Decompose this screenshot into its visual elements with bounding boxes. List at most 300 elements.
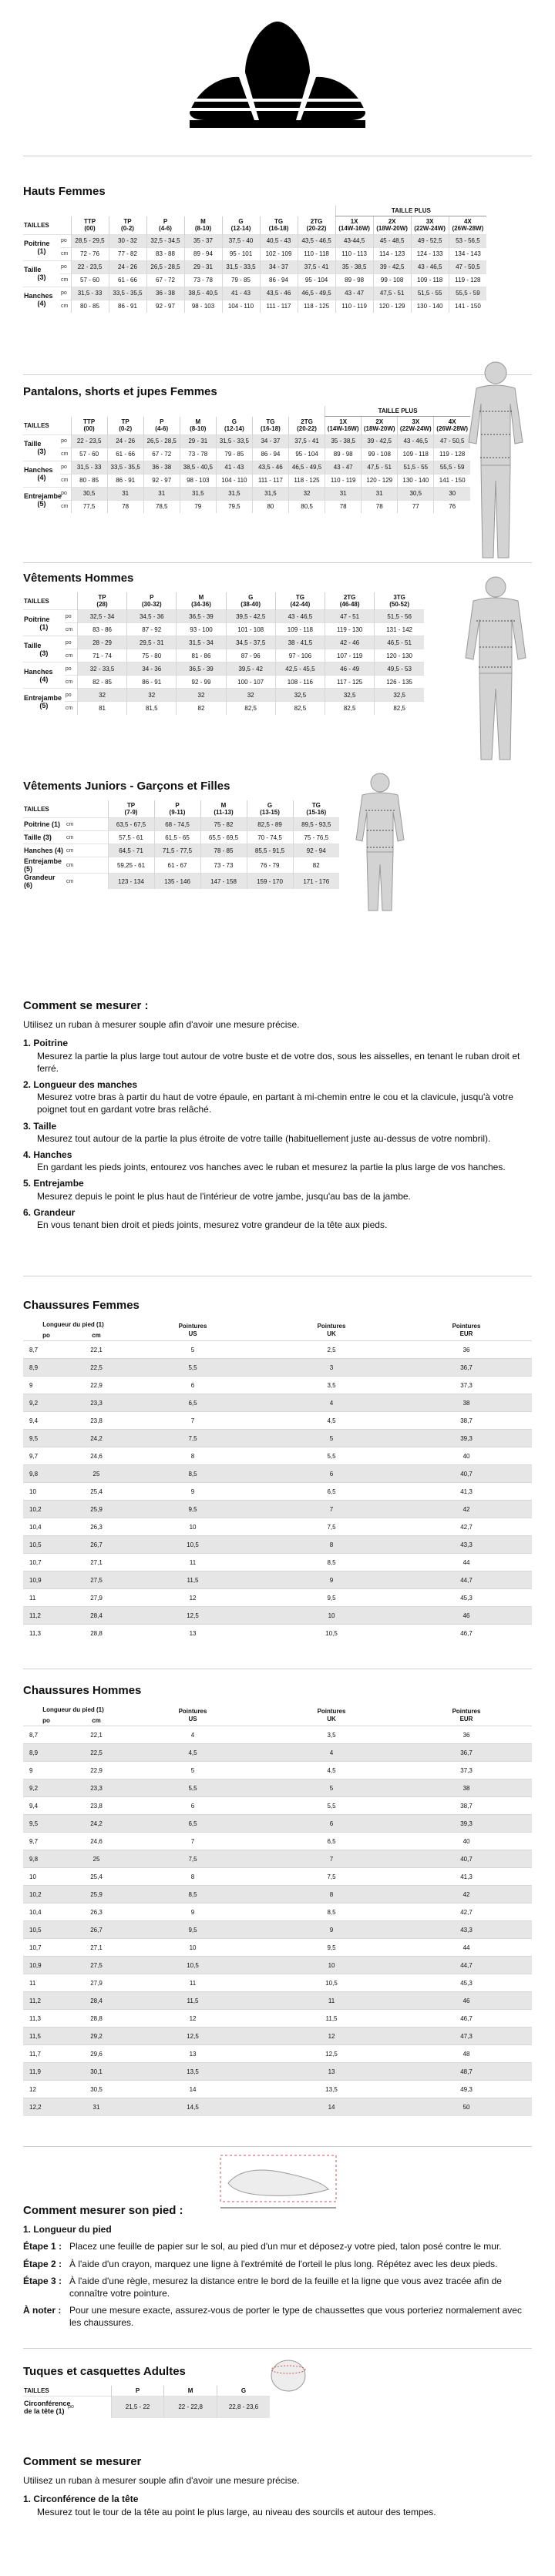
intro-text: Utilisez un ruban à mesurer souple afin d'avoir une mesure précise. [23, 1019, 300, 1031]
table-cell: 46,5 - 49,5 [298, 287, 335, 300]
table-row [23, 818, 339, 831]
table-cell: 4 [123, 1726, 262, 1744]
step-number: 3. [23, 1120, 34, 1132]
table-cell: 47 - 51 [325, 610, 375, 623]
table-cell: 29,2 [69, 2028, 123, 2045]
table-cell: 89 - 94 [184, 247, 222, 260]
size-header: 2TG (20-22) [298, 216, 335, 234]
women-shoes-table [23, 1320, 532, 1642]
man-figure-illustration [453, 573, 538, 766]
table-cell: 34 - 37 [260, 260, 298, 273]
table-cell: 61 - 67 [154, 857, 200, 874]
table-row [23, 2045, 532, 2063]
hats-table [23, 2386, 270, 2418]
table-cell: 32,5 [375, 689, 424, 702]
table-cell: 10 [262, 1607, 401, 1625]
table-cell: 38 [401, 1779, 532, 1797]
table-row [23, 636, 424, 649]
size-header: TP (0-2) [107, 417, 143, 434]
size-header: 2X (18W-20W) [373, 216, 411, 234]
table-cell: 9,2 [23, 1779, 69, 1797]
table-cell: 47,5 - 51 [373, 287, 411, 300]
size-header: M [164, 2386, 217, 2397]
table-cell: 95 - 104 [288, 448, 325, 461]
table-cell: 24 - 26 [109, 260, 146, 273]
table-cell: 75 - 76,5 [293, 831, 339, 844]
step-label: À noter : [23, 2305, 62, 2316]
table-cell: 29 - 31 [184, 260, 222, 273]
step-label: Étape 1 : [23, 2241, 62, 2252]
step-description: Mesurez depuis le point le plus haut de l'intérieur de votre jambe, jusqu'au bas de la jambe. [37, 1190, 411, 1202]
table-cell: 6 [123, 1377, 262, 1394]
table-cell: 33,5 - 35,5 [109, 287, 146, 300]
table-cell: 9 [262, 1571, 401, 1589]
table-cell: 141 - 150 [434, 474, 470, 487]
table-cell: 6,5 [123, 1394, 262, 1412]
table-cell: 34 - 36 [127, 662, 177, 676]
table-row [23, 1518, 532, 1536]
table-cell: 11,3 [23, 1625, 69, 1642]
section-title: Hauts Femmes [23, 185, 106, 198]
table-cell: 42 [401, 1886, 532, 1903]
table-cell: 5,5 [262, 1447, 401, 1465]
table-cell: 80,5 [288, 500, 325, 513]
table-row [23, 1992, 532, 2010]
table-cell: 36,5 - 39 [177, 662, 226, 676]
unit-label: cm [66, 818, 108, 831]
table-cell: 8,7 [23, 1341, 69, 1359]
table-cell: 47 - 50,5 [449, 260, 486, 273]
table-cell: 111 - 117 [252, 474, 288, 487]
unit-label: po [65, 610, 78, 623]
table-cell: 9,5 [23, 1815, 69, 1833]
table-cell: 12 [123, 1589, 262, 1607]
table-cell: 29 - 31 [180, 434, 216, 448]
table-cell: 24 - 26 [107, 434, 143, 448]
table-cell: 47,5 - 51 [362, 461, 398, 474]
table-cell: 7 [262, 1850, 401, 1868]
junior-table [23, 800, 339, 889]
table-cell: 130 - 140 [411, 300, 449, 313]
table-cell: 43,5 - 46,5 [298, 234, 335, 247]
table-row [23, 1465, 532, 1483]
table-cell: 75 - 80 [127, 649, 177, 662]
table-cell: 89 - 98 [335, 273, 373, 287]
unit-label: cm [65, 623, 78, 636]
table-cell: 8 [262, 1886, 401, 1903]
table-cell: 10,4 [23, 1518, 69, 1536]
table-cell: 24,6 [69, 1447, 123, 1465]
women-bottoms-table [23, 406, 470, 513]
table-cell: 59,25 - 61 [108, 857, 154, 874]
size-header: TTP (00) [71, 417, 107, 434]
table-cell: 82,5 [375, 702, 424, 715]
table-cell: 76 - 79 [247, 857, 293, 874]
men-shoes-table [23, 1705, 532, 2116]
table-cell: 6 [262, 1815, 401, 1833]
women-shoes-section [23, 1299, 532, 1642]
plus-header-row [23, 406, 470, 417]
section-title: Chaussures Hommes [23, 1684, 142, 1697]
table-cell: 67 - 72 [146, 273, 184, 287]
table-cell: 110 - 118 [298, 247, 335, 260]
table-cell: 10 [123, 1939, 262, 1957]
table-cell: 63,5 - 67,5 [108, 818, 154, 831]
header-row [23, 1705, 532, 1716]
row-label: Taille (3) [23, 831, 66, 844]
table-cell: 9 [262, 1921, 401, 1939]
unit-label: cm [60, 247, 71, 260]
step-number: 6. [23, 1206, 34, 1218]
table-cell: 5 [123, 1341, 262, 1359]
divider [23, 562, 532, 563]
measure-step [23, 1149, 532, 1173]
foot-length-label: Longueur du pied (1) [42, 1706, 104, 1713]
unit-label: po [60, 487, 71, 500]
women-tops-table [23, 206, 486, 313]
table-cell: 49 - 52,5 [411, 234, 449, 247]
unit-label: po [42, 1331, 50, 1339]
table-cell: 31,5 - 33,5 [222, 260, 260, 273]
row-label: Hanches (4) [23, 844, 66, 857]
table-cell: 5,5 [123, 1779, 262, 1797]
table-row [23, 1447, 532, 1465]
table-cell: 51,5 - 55 [398, 461, 434, 474]
table-cell: 10,5 [123, 1957, 262, 1974]
table-row [23, 2081, 532, 2098]
table-cell: 32,5 [325, 689, 375, 702]
table-cell: 55,5 - 59 [449, 287, 486, 300]
section-title: Comment se mesurer : [23, 999, 149, 1012]
table-cell: 9,5 [123, 1921, 262, 1939]
divider [23, 2146, 532, 2147]
table-cell: 11,5 [123, 1992, 262, 2010]
table-cell: 27,1 [69, 1554, 123, 1571]
table-cell: 25 [69, 1465, 123, 1483]
table-row [23, 1974, 532, 1992]
table-cell: 73 - 73 [200, 857, 247, 874]
table-cell: 26,5 - 28,5 [143, 434, 180, 448]
table-cell: 7 [262, 1501, 401, 1518]
table-cell: 13 [262, 2063, 401, 2081]
size-label: TAILLES [24, 597, 49, 605]
size-header: 3TG (50-52) [375, 592, 424, 610]
table-cell: 10,7 [23, 1939, 69, 1957]
table-cell: 2,5 [262, 1341, 401, 1359]
table-cell: 85,5 - 91,5 [247, 844, 293, 857]
table-cell: 81,5 [127, 702, 177, 715]
table-row [23, 1762, 532, 1779]
table-cell: 73 - 78 [180, 448, 216, 461]
table-cell: 13,5 [123, 2063, 262, 2081]
table-cell: 27,5 [69, 1957, 123, 1974]
step-text: À l'aide d'un crayon, marquez une ligne à l'extrémité de l'orteil le plus long. Répétez avec les deux pieds. [69, 2258, 498, 2269]
table-cell: 61 - 66 [107, 448, 143, 461]
measure-step [23, 1078, 532, 1116]
table-cell: 25,4 [69, 1483, 123, 1501]
table-cell: 72 - 76 [71, 247, 109, 260]
unit-label: cm [66, 857, 108, 874]
table-cell: 77,5 [71, 500, 107, 513]
size-header: M (34-36) [177, 592, 226, 610]
table-cell: 38,5 - 40,5 [180, 461, 216, 474]
row-label: Entrejambe (5) [23, 857, 66, 874]
table-cell: 33,5 - 35,5 [107, 461, 143, 474]
table-cell: 130 - 140 [398, 474, 434, 487]
table-cell: 44 [401, 1939, 532, 1957]
table-cell: 24,2 [69, 1430, 123, 1447]
table-cell: 23,3 [69, 1394, 123, 1412]
size-header: TP (0-2) [109, 216, 146, 234]
table-cell: 37,3 [401, 1762, 532, 1779]
table-cell: 10,5 [123, 1536, 262, 1554]
table-cell: 92 - 94 [293, 844, 339, 857]
table-cell: 78,5 [143, 500, 180, 513]
table-cell: 11,2 [23, 1992, 69, 2010]
table-row [23, 874, 339, 890]
table-cell: 44,7 [401, 1957, 532, 1974]
table-cell: 31,5 [180, 487, 216, 500]
table-cell: 30,5 [71, 487, 107, 500]
table-cell: 4 [262, 1744, 401, 1762]
table-row [23, 234, 486, 247]
table-cell: 39,5 - 42 [226, 662, 275, 676]
size-header: P [111, 2386, 164, 2397]
foot-step [23, 2240, 532, 2252]
table-cell: 38 [401, 1394, 532, 1412]
size-header: 1X (14W-16W) [325, 417, 362, 434]
table-cell: 6,5 [262, 1833, 401, 1850]
head-circumference-desc: Mesurez tout le tour de la tête au point le plus large, au niveau des sourcils et autour des tempes. [37, 2506, 436, 2517]
table-cell: 23,3 [69, 1779, 123, 1797]
table-cell: 42,5 - 45,5 [275, 662, 325, 676]
table-cell: 8 [123, 1868, 262, 1886]
table-cell: 10 [262, 1957, 401, 1974]
step-title: Longueur des manches [33, 1079, 138, 1090]
table-cell: 32 [77, 689, 126, 702]
table-cell: 10,7 [23, 1554, 69, 1571]
table-cell: 43 - 47 [335, 287, 373, 300]
table-cell: 11,2 [23, 1607, 69, 1625]
table-row [23, 1412, 532, 1430]
table-cell: 31 [107, 487, 143, 500]
table-cell: 46,7 [401, 1625, 532, 1642]
unit-label: po [60, 260, 71, 273]
table-cell: 83 - 88 [146, 247, 184, 260]
table-row [23, 487, 470, 500]
table-cell: 26,7 [69, 1536, 123, 1554]
table-cell: 7,5 [262, 1868, 401, 1886]
table-cell: 47 - 50,5 [434, 434, 470, 448]
table-cell: 126 - 135 [375, 676, 424, 689]
table-cell: 43,5 - 46 [252, 461, 288, 474]
table-row [23, 1939, 532, 1957]
section-title: Vêtements Juniors - Garçons et Filles [23, 780, 230, 793]
table-cell: 11,5 [262, 2010, 401, 2028]
table-row [23, 1797, 532, 1815]
table-cell: 95 - 101 [222, 247, 260, 260]
row-label: Circonférence de la tête (1) [23, 2397, 67, 2418]
table-cell: 30,1 [69, 2063, 123, 2081]
table-cell: 111 - 117 [260, 300, 298, 313]
table-cell: 37,5 - 41 [288, 434, 325, 448]
table-row [23, 702, 424, 715]
step-number: 5. [23, 1178, 34, 1189]
table-cell: 36,7 [401, 1744, 532, 1762]
table-row [23, 1341, 532, 1359]
section-title: Comment se mesurer [23, 2455, 142, 2468]
table-cell: 135 - 146 [154, 874, 200, 890]
table-cell: 109 - 118 [411, 273, 449, 287]
size-header: 4X (26W-28W) [449, 216, 486, 234]
table-cell: 21,5 - 22 [111, 2397, 164, 2418]
table-cell: 5,5 [123, 1359, 262, 1377]
table-cell: 46 [401, 1607, 532, 1625]
size-header: M (8-10) [180, 417, 216, 434]
table-cell: 10,5 [23, 1921, 69, 1939]
table-row [23, 1957, 532, 1974]
table-cell: 32 [127, 689, 177, 702]
table-cell: 46,5 - 49,5 [288, 461, 325, 474]
table-cell: 57 - 60 [71, 273, 109, 287]
table-cell: 9,4 [23, 1412, 69, 1430]
unit-label: po [60, 461, 71, 474]
table-cell: 46 [401, 1992, 532, 2010]
table-cell: 25,4 [69, 1868, 123, 1886]
foot-measure-section [23, 2203, 532, 2334]
section-title: Tuques et casquettes Adultes [23, 2365, 186, 2378]
table-row [23, 1536, 532, 1554]
table-cell: 29,5 - 31 [127, 636, 177, 649]
table-cell: 34 - 37 [252, 434, 288, 448]
table-cell: 10 [23, 1868, 69, 1886]
table-cell: 29,6 [69, 2045, 123, 2063]
table-cell: 26,3 [69, 1518, 123, 1536]
table-cell: 118 - 125 [298, 300, 335, 313]
table-cell: 25 [69, 1850, 123, 1868]
table-cell: 12,2 [23, 2098, 69, 2116]
table-row [23, 1359, 532, 1377]
table-cell: 43 - 46,5 [275, 610, 325, 623]
table-row [23, 434, 470, 448]
table-cell: 92 - 97 [143, 474, 180, 487]
size-header: 1X (14W-16W) [335, 216, 373, 234]
table-cell: 22,5 [69, 1744, 123, 1762]
table-row [23, 2098, 532, 2116]
step-title: Poitrine [33, 1038, 69, 1049]
size-system-header: Pointures EUR [452, 1323, 481, 1337]
table-row [23, 1377, 532, 1394]
table-cell: 13 [123, 1625, 262, 1642]
header-row [23, 592, 424, 610]
table-cell: 10 [23, 1483, 69, 1501]
measure-steps-list [23, 1037, 532, 1231]
step-description: En vous tenant bien droit et pieds joints, mesurez votre grandeur de la tête aux pieds. [37, 1219, 388, 1230]
unit-label: cm [60, 500, 71, 513]
table-cell: 31,5 - 33 [71, 461, 107, 474]
unit-label: cm [60, 273, 71, 287]
table-cell: 5 [262, 1779, 401, 1797]
table-cell: 8,5 [123, 1886, 262, 1903]
table-cell: 32 [288, 487, 325, 500]
table-cell: 131 - 142 [375, 623, 424, 636]
table-row [23, 2010, 532, 2028]
table-cell: 39 - 42,5 [362, 434, 398, 448]
table-cell: 80 - 85 [71, 474, 107, 487]
table-cell: 79,5 [216, 500, 252, 513]
table-cell: 12 [262, 2028, 401, 2045]
table-cell: 12,5 [123, 1607, 262, 1625]
table-cell: 42,7 [401, 1903, 532, 1921]
table-cell: 8,5 [123, 1465, 262, 1483]
table-cell: 81 - 86 [177, 649, 226, 662]
unit-label: cm [92, 1716, 101, 1724]
step-number: 4. [23, 1149, 34, 1160]
table-cell: 31 [69, 2098, 123, 2116]
table-cell: 27,1 [69, 1939, 123, 1957]
table-cell: 89,5 - 93,5 [293, 818, 339, 831]
table-cell: 32,5 - 34 [77, 610, 126, 623]
table-row [23, 1483, 532, 1501]
table-cell: 79 - 85 [216, 448, 252, 461]
row-label: Entrejambe (5) [23, 487, 60, 513]
table-cell: 38,7 [401, 1797, 532, 1815]
table-cell: 159 - 170 [247, 874, 293, 890]
table-cell: 7,5 [123, 1430, 262, 1447]
table-cell: 39,3 [401, 1430, 532, 1447]
table-cell: 22,9 [69, 1762, 123, 1779]
table-cell: 11,9 [23, 2063, 69, 2081]
step-description: En gardant les pieds joints, entourez vos hanches avec le ruban et mesurez la partie la plus large de vos hanches. [37, 1162, 506, 1173]
size-header: TG (15-16) [293, 800, 339, 818]
step-number: 2. [23, 1079, 34, 1090]
table-cell: 75 - 82 [200, 818, 247, 831]
table-cell: 28,8 [69, 1625, 123, 1642]
table-row [23, 287, 486, 300]
table-cell: 32 [177, 689, 226, 702]
table-cell: 5 [123, 1762, 262, 1779]
table-row [23, 1501, 532, 1518]
table-cell: 99 - 108 [373, 273, 411, 287]
size-label: TAILLES [24, 2387, 49, 2394]
table-cell: 10,5 [23, 1536, 69, 1554]
size-label: TAILLES [24, 805, 49, 813]
table-row [23, 662, 424, 676]
table-cell: 30,5 [398, 487, 434, 500]
size-header: TG (16-18) [260, 216, 298, 234]
table-cell: 9,5 [123, 1501, 262, 1518]
size-header: P (4-6) [143, 417, 180, 434]
table-cell: 22,8 - 23,6 [217, 2397, 270, 2418]
table-cell: 14,5 [123, 2098, 262, 2116]
table-cell: 7,5 [262, 1518, 401, 1536]
table-cell: 24,2 [69, 1815, 123, 1833]
header-row [23, 417, 470, 434]
table-cell: 80 - 85 [71, 300, 109, 313]
table-cell: 10,4 [23, 1903, 69, 1921]
table-cell: 46 - 49 [325, 662, 375, 676]
table-cell: 9,5 [23, 1430, 69, 1447]
table-row [23, 1886, 532, 1903]
table-cell: 51,5 - 56 [375, 610, 424, 623]
table-cell: 11,5 [123, 1571, 262, 1589]
table-cell: 86 - 91 [109, 300, 146, 313]
table-cell: 3 [262, 1359, 401, 1377]
unit-label: po [42, 1716, 50, 1724]
table-cell: 26,7 [69, 1921, 123, 1939]
table-cell: 108 - 116 [275, 676, 325, 689]
row-label: Poitrine (1) [23, 610, 65, 636]
